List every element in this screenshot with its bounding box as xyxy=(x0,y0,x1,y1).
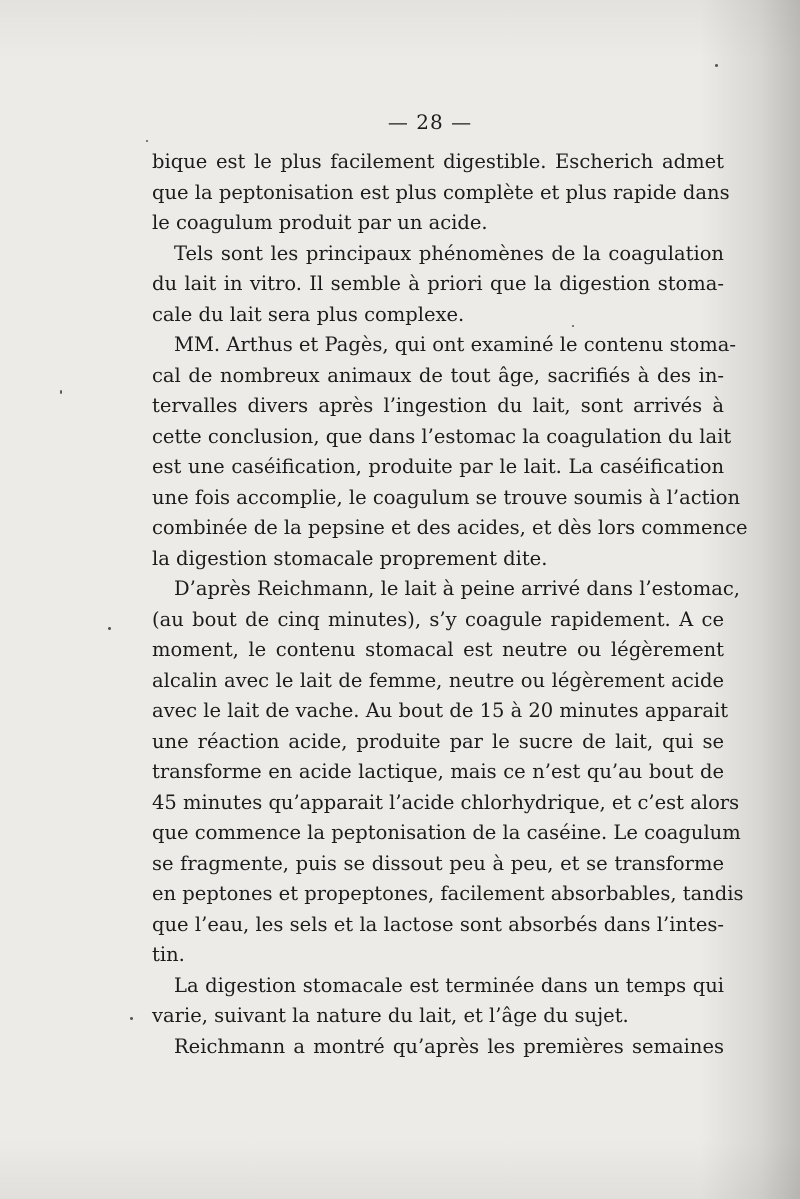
text-line: Reichmann a montré qu’après les premières semaines xyxy=(174,1034,724,1058)
page-number: — 28 — xyxy=(387,110,473,134)
speckle xyxy=(60,390,62,394)
text-line: avec le lait de vache. Au bout de 15 à 20 minutes apparait xyxy=(152,699,729,722)
text-line: MM. Arthus et Pagès, qui ont examiné le contenu stoma- xyxy=(174,333,736,356)
text-line: du lait in vitro. Il semble à priori que la digestion stoma- xyxy=(152,272,724,295)
text-line: tervalles divers après l’ingestion du lait, sont arrivés à xyxy=(152,394,724,417)
speckle xyxy=(715,64,718,67)
text-line: que commence la peptonisation de la caséine. Le coagulum xyxy=(152,821,741,844)
text-line: 45 minutes qu’apparait l’acide chlorhydrique, et c’est alors xyxy=(152,790,740,814)
text-line: la digestion stomacale proprement dite. xyxy=(152,546,548,570)
text-line: Tels sont les principaux phénomènes de la coagulation xyxy=(174,241,724,265)
speckle xyxy=(572,325,574,327)
text-line: D’après Reichmann, le lait à peine arrivé dans l’estomac, xyxy=(174,577,740,600)
text-line: que l’eau, les sels et la lactose sont absorbés dans l’intes- xyxy=(152,912,724,936)
text-line: cette conclusion, que dans l’estomac la coagulation du lait xyxy=(152,424,732,448)
text-line: en peptones et propeptones, facilement absorbables, tandis xyxy=(152,882,744,905)
text-line: combinée de la pepsine et des acides, et dès lors commence xyxy=(152,516,748,539)
text-line: est une caséification, produite par le lait. La caséification xyxy=(152,455,724,478)
text-line: bique est le plus facilement digestible. Escherich admet xyxy=(152,150,724,173)
text-line: cale du lait sera plus complexe. xyxy=(152,302,465,326)
speckle xyxy=(108,627,111,630)
text-line: varie, suivant la nature du lait, et l’âge du sujet. xyxy=(152,1004,629,1027)
body-text xyxy=(152,147,748,1062)
text-line: (au bout de cinq minutes), s’y coagule rapidement. A ce xyxy=(152,607,724,631)
text-line: une fois accomplie, le coagulum se trouve soumis à l’action xyxy=(152,485,741,509)
text-line: se fragmente, puis se dissout peu à peu, et se transforme xyxy=(152,851,724,875)
speckle xyxy=(146,140,148,142)
text-line: une réaction acide, produite par le sucre de lait, qui se xyxy=(152,729,724,753)
text-line: que la peptonisation est plus complète et plus rapide dans xyxy=(152,180,730,204)
text-line: La digestion stomacale est terminée dans un temps qui xyxy=(174,973,724,997)
text-line: tin. xyxy=(152,943,185,966)
text-line: le coagulum produit par un acide. xyxy=(152,211,488,234)
text-line: alcalin avec le lait de femme, neutre ou légèrement acide xyxy=(152,668,724,692)
text-line: transforme en acide lactique, mais ce n’est qu’au bout de xyxy=(152,760,724,783)
speckle xyxy=(130,1017,133,1020)
text-line: cal de nombreux animaux de tout âge, sacrifiés à des in- xyxy=(152,363,724,387)
text-line: moment, le contenu stomacal est neutre ou légèrement xyxy=(152,638,724,661)
